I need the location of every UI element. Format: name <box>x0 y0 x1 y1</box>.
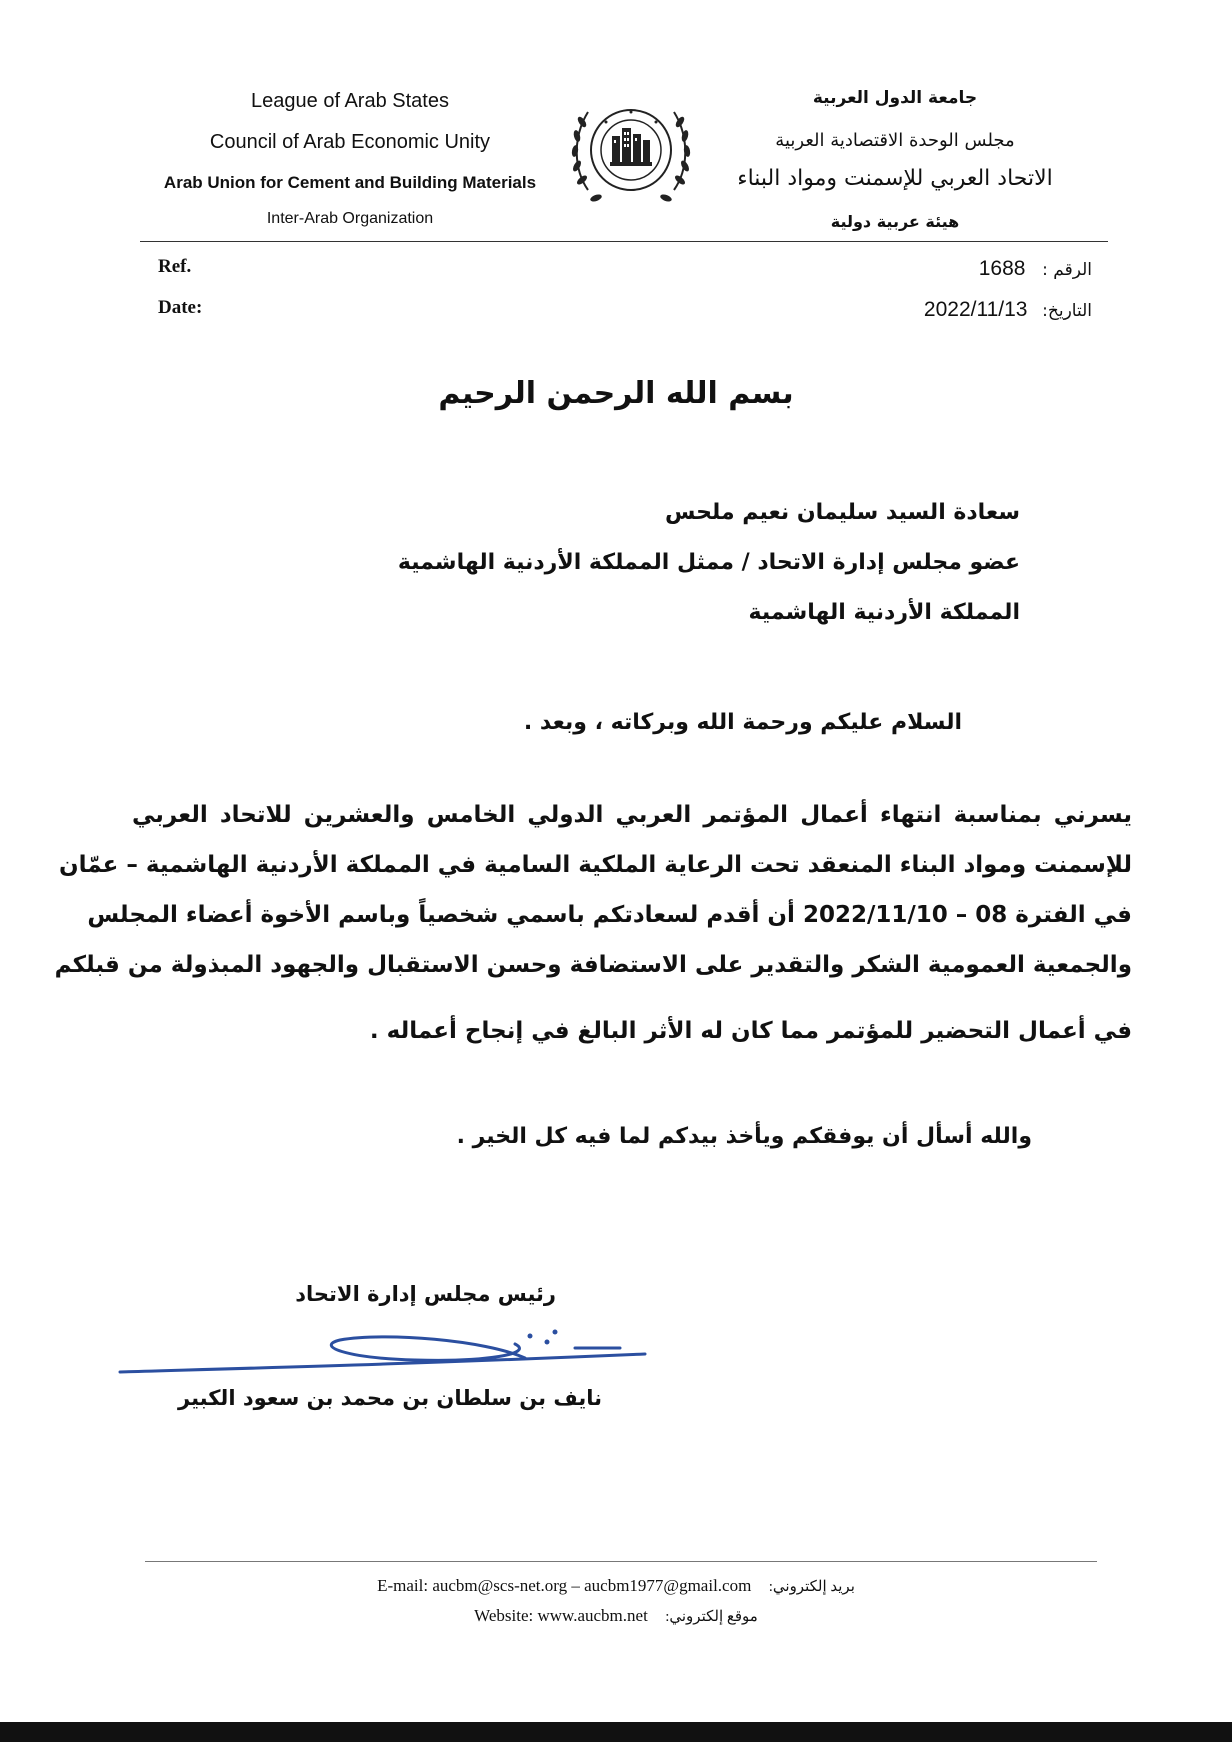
header-ar-org: هيئة عربية دولية <box>830 212 960 231</box>
footer-website-label-ar: موقع إلكتروني: <box>665 1609 758 1625</box>
ref-number <box>979 256 1092 281</box>
recipient-position: عضو مجلس إدارة الاتحاد / ممثل المملكة الأردنية الهاشمية <box>397 550 1020 575</box>
footer-website-line <box>0 1606 1232 1626</box>
basmala: بسم الله الرحمن الرحيم <box>438 376 794 411</box>
signatory-title: رئيس مجلس إدارة الاتحاد <box>295 1282 556 1306</box>
greeting: السلام عليكم ورحمة الله وبركاته ، وبعد . <box>523 710 962 735</box>
ref-label-en: Ref. <box>158 256 192 277</box>
footer-email-line <box>0 1576 1232 1596</box>
header-divider <box>140 241 1108 242</box>
date-value: 2022/11/13 <box>923 298 1028 321</box>
body-line-3: في الفترة 08 – 2022/11/10 أن أقدم لسعادتكم باسمي شخصياً وباسم الأخوة أعضاء المجلس <box>87 902 1132 928</box>
recipient-country: المملكة الأردنية الهاشمية <box>748 600 1020 625</box>
header-ar-union: الاتحاد العربي للإسمنت ومواد البناء <box>737 166 1053 191</box>
header-en-league: League of Arab States <box>251 90 449 112</box>
closing: والله أسأل أن يوفقكم ويأخذ بيدكم لما فيه كل الخير . <box>456 1124 1032 1149</box>
body-line-5: في أعمال التحضير للمؤتمر مما كان له الأثر البالغ في إنجاح أعماله . <box>369 1018 1132 1044</box>
body-line-2: للإسمنت ومواد البناء المنعقد تحت الرعاية الملكية السامية في المملكة الأردنية الهاشمية – عمّان <box>59 852 1132 878</box>
scan-edge <box>0 1722 1232 1742</box>
union-seal-logo <box>566 90 696 216</box>
recipient-name: سعادة السيد سليمان نعيم ملحس <box>665 500 1020 525</box>
footer-email: E-mail: aucbm@scs-net.org – aucbm1977@gmail.com <box>377 1576 752 1595</box>
signatory-name: نايف بن سلطان بن محمد بن سعود الكبير <box>178 1386 602 1410</box>
footer-email-label-ar: بريد إلكتروني: <box>768 1579 855 1595</box>
header-ar-league: جامعة الدول العربية <box>812 88 978 108</box>
body-line-4: والجمعية العمومية الشكر والتقدير على الاستضافة وحسن الاستقبال والجهود المبذولة من قبلكم <box>54 952 1132 978</box>
ref-date <box>924 297 1092 322</box>
header-en-council: Council of Arab Economic Unity <box>209 131 491 153</box>
header-en-union: Arab Union for Cement and Building Materials <box>163 173 537 192</box>
header-en-org: Inter-Arab Organization <box>266 210 434 227</box>
ref-value: 1688 <box>978 257 1026 280</box>
date-label-en: Date: <box>158 297 203 318</box>
handwritten-signature <box>115 1310 655 1380</box>
date-label-ar: التاريخ: <box>1042 301 1092 321</box>
header-ar-council: مجلس الوحدة الاقتصادية العربية <box>775 130 1015 151</box>
body-line-1: يسرني بمناسبة انتهاء أعمال المؤتمر العربي الدولي الخامس والعشرين للاتحاد العربي <box>132 802 1132 828</box>
ref-label-ar: الرقم : <box>1042 260 1092 280</box>
footer-website: Website: www.aucbm.net <box>474 1606 648 1625</box>
footer-divider <box>145 1561 1097 1562</box>
